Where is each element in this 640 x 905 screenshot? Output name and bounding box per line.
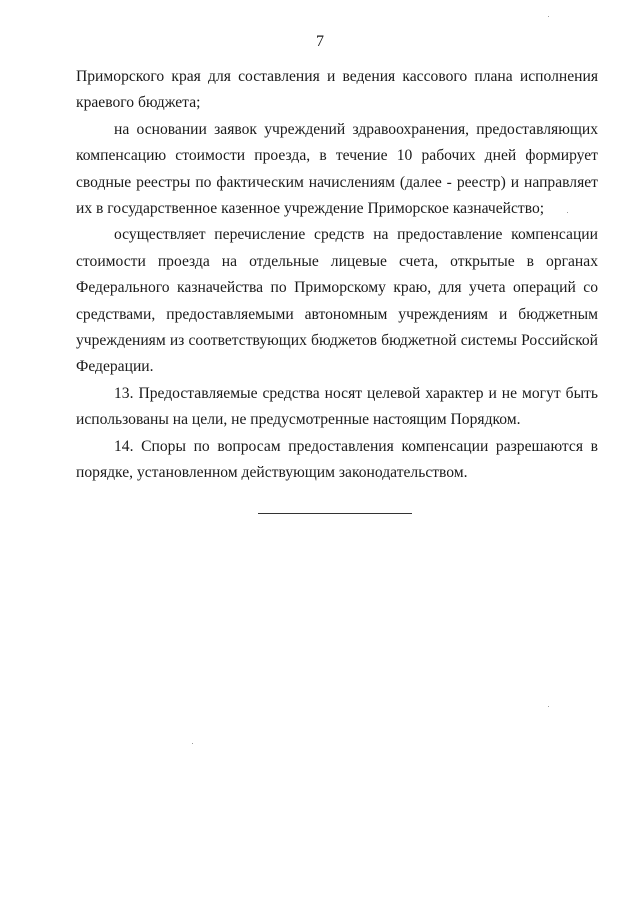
page-number: 7: [316, 33, 324, 50]
scan-speck: [548, 16, 549, 17]
scan-speck: [567, 212, 568, 213]
paragraph-funds-transfer: осуществляет перечисление средств на предоставление компенсации стоимости проезда на отдельные лицевые счета, открытые в органах Федерального казначейства по Приморскому краю, для учета операций со средствами, предоставляемыми автономным учреждениям и бюджетным учреждениям из соответствующих бюджетов бюджетной системы Российской Федерации.: [76, 226, 598, 376]
scan-speck: [192, 743, 193, 744]
end-separator-line: [258, 513, 412, 514]
document-body: [76, 64, 598, 487]
paragraph-registry-formation: на основании заявок учреждений здравоохранения, предоставляющих компенсацию стоимости проезда, в течение 10 рабочих дней формирует сводные реестры по фактическим начислениям (далее - реестр) и направляет их в государственное казенное учреждение Приморское казначейство;: [76, 120, 598, 218]
scan-speck: [548, 706, 549, 707]
paragraph-item-13: 13. Предоставляемые средства носят целевой характер и не могут быть использованы на цели, не предусмотренные настоящим Порядком.: [76, 384, 598, 429]
paragraph-continuation: Приморского края для составления и ведения кассового плана исполнения краевого бюджета;: [76, 68, 598, 112]
paragraph-item-14: 14. Споры по вопросам предоставления компенсации разрешаются в порядке, установленном действующим законодательством.: [76, 437, 598, 482]
